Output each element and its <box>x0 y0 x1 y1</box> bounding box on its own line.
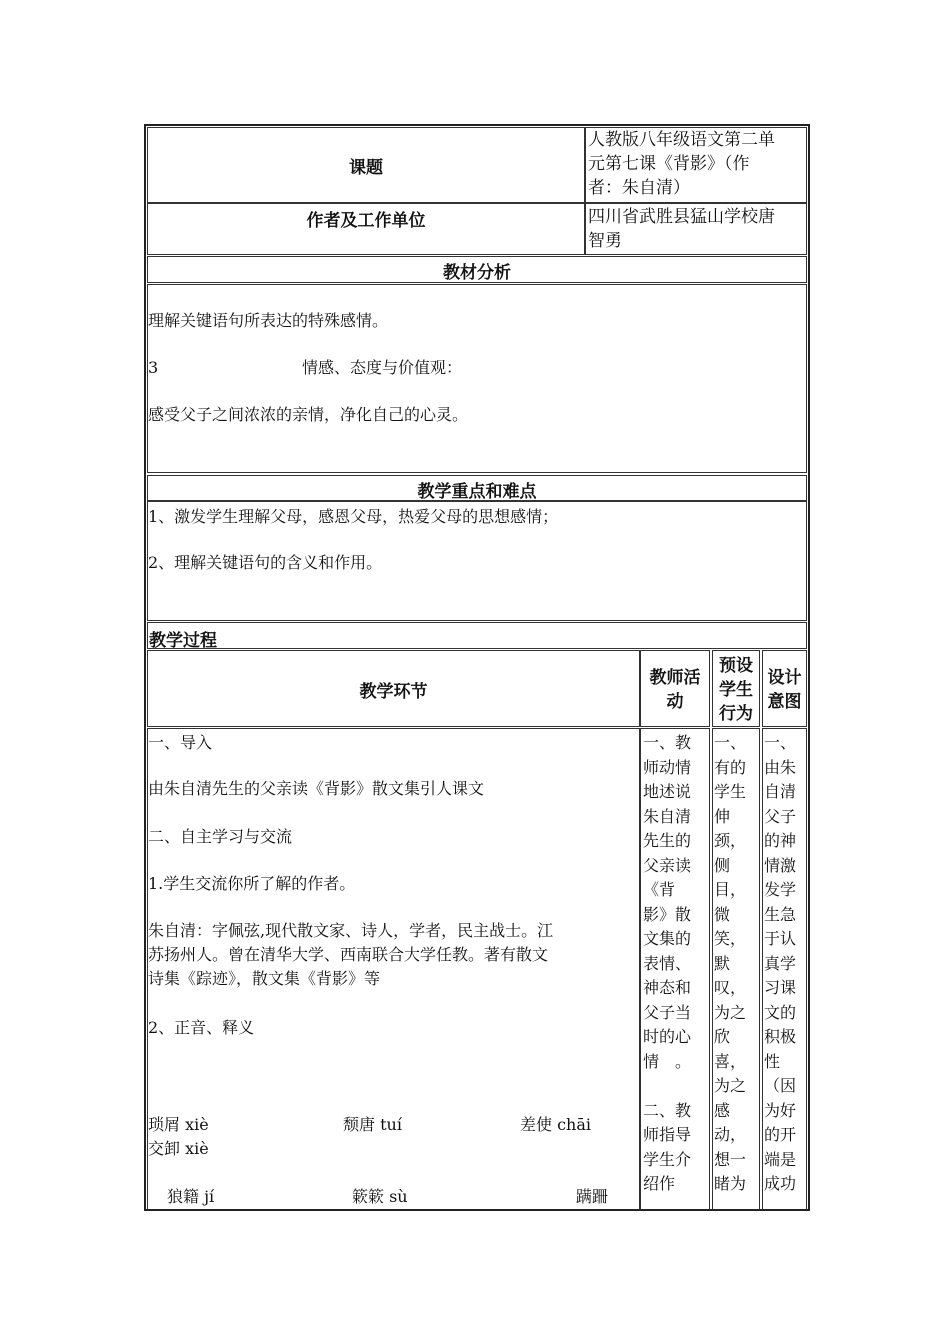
keypoint-item-2: 2、理解关键语句的含义和作用。 <box>148 553 383 572</box>
stage-line-intro: 一、导入 <box>148 733 213 752</box>
title-value: 人教版八年级语文第二单 元第七课《背影》（作 者：朱自清） <box>588 130 775 198</box>
vocab-word: 差使 chāi <box>520 1115 592 1134</box>
design-column-header: 设计 意图 <box>767 668 802 712</box>
design-intent-text: 一、 由朱 自清 父子 的神 情激 发学 生急 于认 真学 习课 文的 积极 性 （因 为好 的开 端是 成功 <box>764 733 797 1193</box>
student-column-header: 预设 学生 行为 <box>719 656 753 724</box>
analysis-line-2-number: 3 <box>148 358 159 377</box>
vocab-word: 交卸 xiè <box>148 1139 209 1158</box>
vocab-word: 簌簌 sù <box>352 1187 408 1206</box>
analysis-line-3: 感受父子之间浓浓的亲情，净化自己的心灵。 <box>148 405 469 424</box>
teacher-activity-text: 一、教 师动情 地述说 朱自清 先生的 父亲读 《背 影》散 文集的 表情、 神态和 父子当 时的心 情 。 二、教 师指导 学生介 绍作 <box>643 733 692 1193</box>
teacher-column-header: 教师活 动 <box>649 668 701 712</box>
process-heading-cell <box>147 622 807 649</box>
stage-column-header: 教学环节 <box>359 682 428 702</box>
keypoints-heading: 教学重点和难点 <box>417 482 537 502</box>
stage-line-intro-detail: 由朱自清先生的父亲读《背影》散文集引人课文 <box>148 779 485 798</box>
process-heading: 教学过程 <box>149 631 217 651</box>
keypoint-item-1: 1、激发学生理解父母，感恩父母，热爱父母的思想感情； <box>148 507 559 526</box>
analysis-line-1: 理解关键语句所表达的特殊感情。 <box>148 311 389 330</box>
vocab-word: 蹒跚 <box>576 1187 609 1206</box>
stage-line-author-bio-3: 诗集《踪迹》，散文集《背影》等 <box>148 969 381 988</box>
author-label: 作者及工作单位 <box>306 211 426 231</box>
stage-line-author-bio-1: 朱自清：字佩弦,现代散文家、诗人，学者，民主战士。江 <box>148 921 554 940</box>
author-value: 四川省武胜县猛山学校唐 智勇 <box>588 207 775 251</box>
title-label: 课题 <box>349 158 383 178</box>
analysis-line-2-text: 情感、态度与价值观： <box>302 358 463 377</box>
stage-line-author-bio-2: 苏扬州人。曾在清华大学、西南联合大学任教。著有散文 <box>148 945 549 964</box>
analysis-heading: 教材分析 <box>443 263 511 283</box>
vocab-word: 琐屑 xiè <box>148 1115 209 1134</box>
vocab-word: 狼籍 jí <box>167 1187 215 1206</box>
stage-line-author-exchange: 1.学生交流你所了解的作者。 <box>148 874 356 893</box>
vocab-word: 颓唐 tuí <box>343 1115 402 1134</box>
stage-line-pronunciation: 2、正音、释义 <box>148 1018 255 1037</box>
student-behavior-text: 一、 有的 学生 伸 颈， 侧 目， 微 笑， 默 叹， 为之 欣 喜， 为之 感 动， 想一 睹为 <box>714 733 747 1193</box>
stage-line-self-study: 二、自主学习与交流 <box>148 827 293 846</box>
